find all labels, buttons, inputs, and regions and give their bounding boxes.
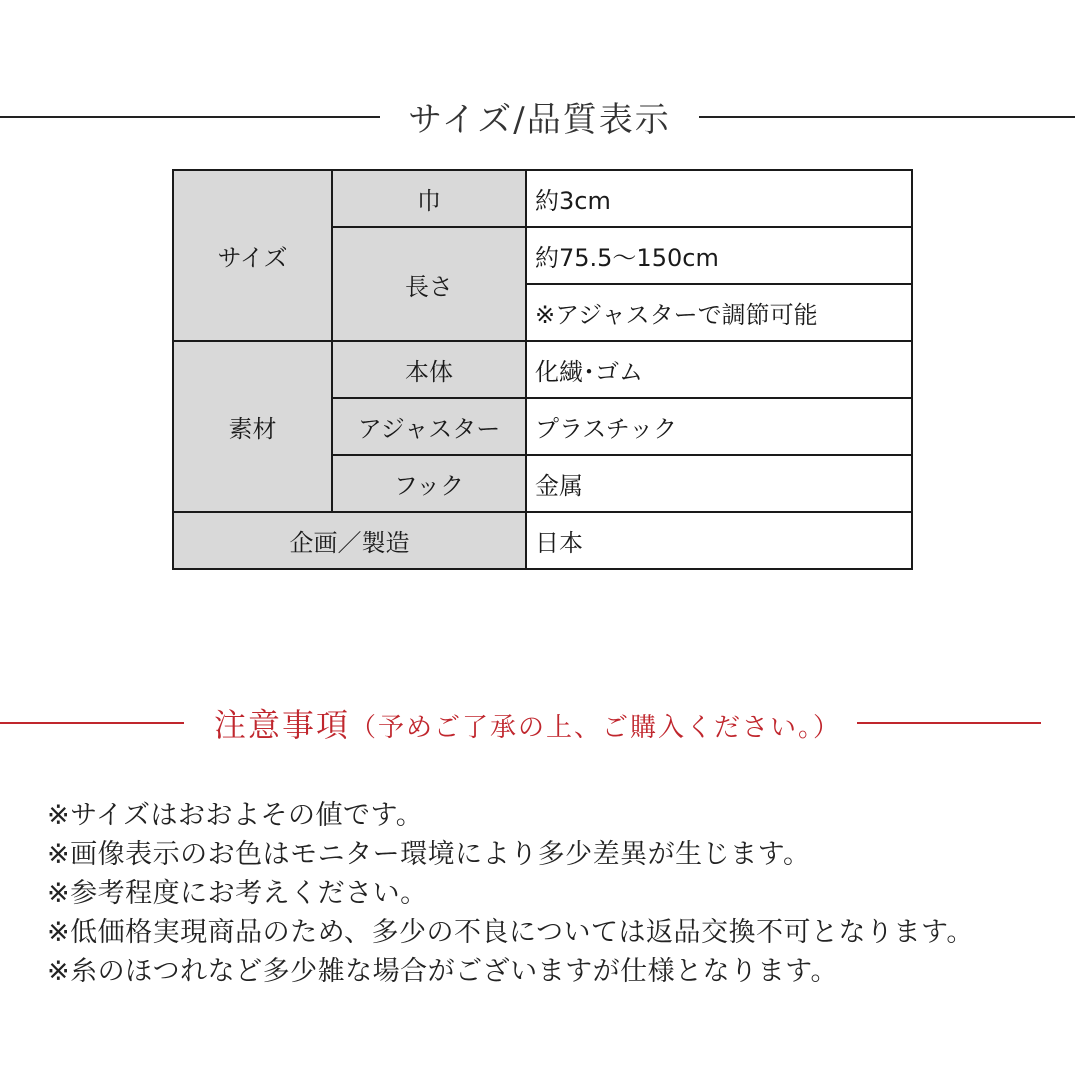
size-section-header [0,92,1080,141]
origin-value: 日本 [526,512,912,569]
note-item: ※参考程度にお考えください。 [47,878,428,909]
notes-divider-left [0,722,184,724]
note-item: ※サイズはおおよその値です。 [47,800,424,831]
size-section-title: サイズ/品質表示 [408,100,671,140]
width-value: 約3cm [526,170,912,227]
hook-value: 金属 [526,455,912,512]
notes-list [47,796,974,991]
table-row [173,170,912,227]
length-note: ※アジャスターで調節可能 [526,284,912,341]
title-divider-right [699,116,1075,118]
note-item: ※画像表示のお色はモニター環境により多少差異が生じます。 [47,839,811,870]
material-group-header: 素材 [173,341,332,512]
body-label: 本体 [332,341,526,398]
note-item: ※低価格実現商品のため、多少の不良については返品交換不可となります。 [47,917,974,948]
notes-subtitle: （予めご了承の上、ご購入ください。） [350,713,842,743]
size-group-header: サイズ [173,170,332,341]
spec-table [172,169,913,570]
adjuster-label: アジャスター [332,398,526,455]
table-row [173,512,912,569]
width-label: 巾 [332,170,526,227]
table-row [173,341,912,398]
notes-section-header [0,700,1080,746]
adjuster-value: プラスチック [526,398,912,455]
length-value: 約75.5～150cm [526,227,912,284]
note-item: ※糸のほつれなど多少雑な場合がございますが仕様となります。 [47,956,838,987]
title-divider-left [0,116,380,118]
origin-label: 企画／製造 [173,512,526,569]
notes-title-wrap [184,700,857,746]
hook-label: フック [332,455,526,512]
notes-title: 注意事項 [214,706,351,744]
length-label: 長さ [332,227,526,341]
body-value: 化繊･ゴム [526,341,912,398]
notes-divider-right [857,722,1041,724]
